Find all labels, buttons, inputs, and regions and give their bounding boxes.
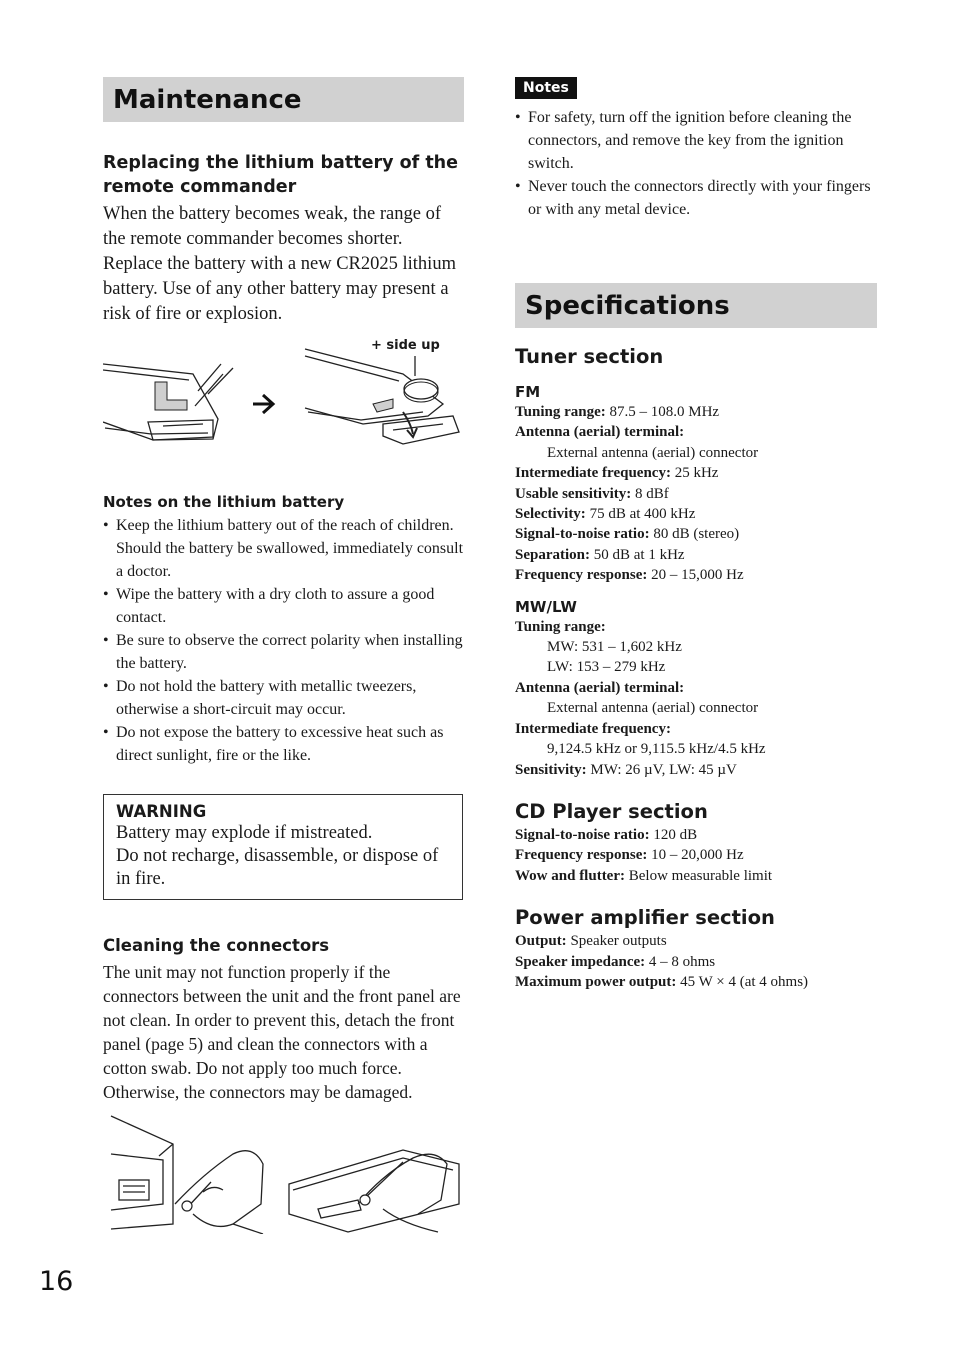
spec-label: Separation: [515, 546, 590, 563]
notes-lithium-list [103, 514, 464, 767]
list-item: • Never touch the connectors directly with your fingers or with any metal device. [515, 175, 877, 221]
list-item: • Wipe the battery with a dry cloth to assure a good contact. [103, 583, 464, 629]
specifications-title: Specifications [515, 283, 877, 328]
spec-label: Sensitivity: [515, 761, 587, 778]
spec-label: Antenna (aerial) terminal: [515, 679, 685, 696]
maintenance-title: Maintenance [103, 77, 464, 122]
spec-value: 20 – 15,000 Hz [651, 567, 744, 584]
amp-heading: Power amplifier section [515, 906, 775, 930]
spec-label: Signal-to-noise ratio: [515, 826, 650, 843]
cleaning-heading: Cleaning the connectors [103, 936, 330, 955]
spec-value: 4 – 8 ohms [648, 953, 716, 970]
spec-label: Intermediate frequency: [515, 720, 671, 737]
battery-replacement-figure [103, 338, 464, 464]
spec-value: 45 W × 4 (at 4 ohms) [680, 973, 809, 990]
tuner-heading: Tuner section [515, 345, 664, 368]
spec-value: Speaker outputs [570, 933, 667, 950]
spec-value: 9,124.5 kHz or 9,115.5 kHz/4.5 kHz [547, 741, 766, 758]
warning-line-1: Battery may explode if mistreated. [116, 823, 373, 843]
cd-heading: CD Player section [515, 799, 708, 823]
arrow-right-icon [253, 395, 273, 413]
spec-value: MW: 26 µV, LW: 45 µV [590, 761, 737, 778]
spec-value: 87.5 – 108.0 MHz [609, 404, 720, 420]
page-number: 16 [39, 1266, 74, 1297]
spec-value: 50 dB at 1 kHz [593, 546, 685, 563]
spec-label: Intermediate frequency: [515, 465, 671, 482]
spec-value: 75 dB at 400 kHz [589, 506, 696, 523]
cleaning-connectors-figure [103, 1114, 464, 1234]
list-item: • Be sure to observe the correct polarity when installing the battery. [103, 629, 464, 675]
spec-label: Wow and flutter: [515, 867, 625, 884]
list-item: • For safety, turn off the ignition before cleaning the connectors, and remove the key from the ignition switch. [515, 106, 877, 175]
spec-label: Speaker impedance: [515, 953, 646, 970]
notes-list [515, 106, 877, 221]
spec-label: Selectivity: [515, 506, 586, 523]
cleaning-paragraph: The unit may not function properly if the connectors between the unit and the front panel are not clean. In order to prevent this, detach the front panel (page 5) and clean the connectors with a cotton swab. Do not apply too much force. Otherwise, the connectors may be damaged. [103, 962, 461, 1102]
spec-value: Below measurable limit [628, 867, 773, 884]
battery-illustration [103, 344, 464, 464]
spec-label: Output: [515, 933, 567, 950]
spec-value: 10 – 20,000 Hz [651, 847, 744, 864]
spec-label: Frequency response: [515, 567, 648, 584]
warning-title: WARNING [116, 802, 207, 821]
spec-label: Tuning range: [515, 618, 606, 635]
list-item: • Do not hold the battery with metallic tweezers, otherwise a short-circuit may occur. [103, 675, 464, 721]
right-column [515, 77, 877, 992]
fm-specs [515, 402, 877, 586]
cleaning-illustration [103, 1114, 464, 1234]
mwlw-heading: MW/LW [515, 597, 577, 616]
spec-value: 80 dB (stereo) [653, 526, 740, 543]
amp-specs [515, 931, 877, 992]
left-column [103, 77, 464, 1234]
warning-box [103, 794, 463, 900]
spec-value: MW: 531 – 1,602 kHz [547, 639, 682, 656]
mwlw-specs [515, 617, 877, 780]
notes-lithium-heading: Notes on the lithium battery [103, 493, 345, 511]
spec-label: Usable sensitivity: [515, 485, 632, 502]
spec-value: 25 kHz [674, 465, 719, 482]
battery-heading: Replacing the lithium battery of the remote commander [103, 153, 459, 197]
spec-value: 8 dBf [635, 485, 669, 502]
notes-tag: Notes [515, 77, 577, 99]
spec-label: Tuning range: [515, 404, 606, 420]
spec-label: Signal-to-noise ratio: [515, 526, 650, 543]
spec-label: Antenna (aerial) terminal: [515, 424, 685, 441]
spec-value: 120 dB [653, 826, 698, 843]
fm-heading: FM [515, 383, 541, 401]
plus-side-up-label: + side up [371, 338, 440, 353]
spec-value: External antenna (aerial) connector [547, 700, 759, 717]
cd-specs [515, 825, 877, 886]
spec-value: LW: 153 – 279 kHz [547, 659, 666, 676]
warning-line-2: Do not recharge, disassemble, or dispose of in fire. [116, 846, 439, 889]
battery-paragraph: When the battery becomes weak, the range of the remote commander becomes shorter. Replace the battery with a new CR2025 lithium battery. Use of any other battery may present a risk of fire or explosion. [103, 204, 456, 324]
spec-value: External antenna (aerial) connector [547, 444, 759, 461]
list-item: • Do not expose the battery to excessive heat such as direct sunlight, fire or the like. [103, 721, 464, 767]
list-item: • Keep the lithium battery out of the reach of children. Should the battery be swallowed, immediately consult a doctor. [103, 514, 464, 583]
spec-label: Frequency response: [515, 847, 648, 864]
spec-label: Maximum power output: [515, 973, 677, 990]
